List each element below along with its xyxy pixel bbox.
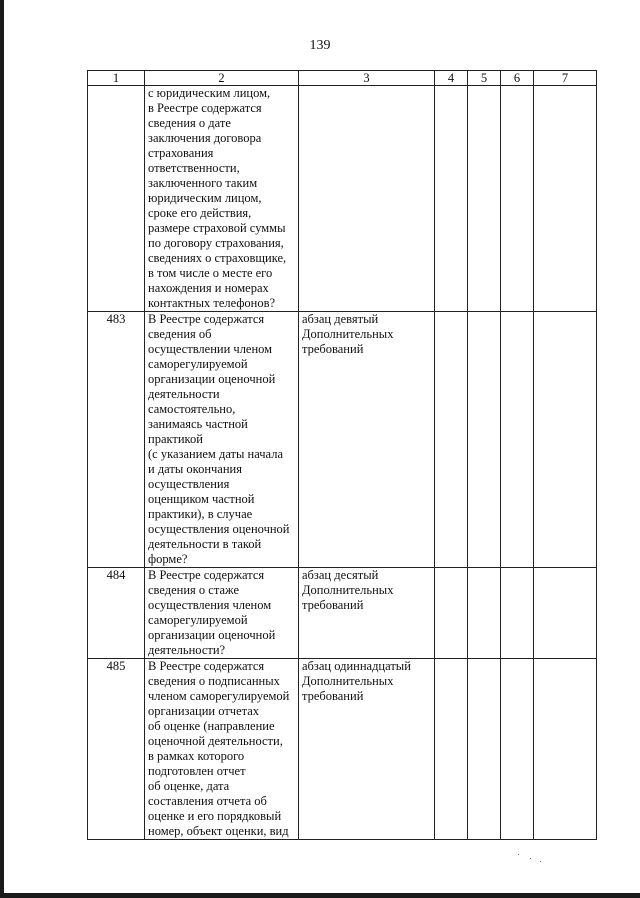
note-cell [534, 568, 597, 659]
note-cell [534, 312, 597, 568]
column-header-6: 6 [501, 71, 534, 86]
table-header-row [88, 71, 597, 86]
note-cell [534, 659, 597, 840]
answer-na-cell [501, 568, 534, 659]
table-row [88, 312, 597, 568]
page-number: 139 [309, 38, 331, 53]
row-number: 483 [88, 312, 145, 568]
requirement-cell: абзац одиннадцатый Дополнительных требований [299, 659, 435, 840]
question-cell: с юридическим лицом, в Реестре содержатся сведения о дате заключения договора страхования ответственности, заключенного таким юридическим лицом, сроке его действия, размере страховой суммы по договору страхования, сведениях о страховщике, в том числе о месте его нахождения и номерах контактных телефонов? [145, 86, 299, 312]
table-row [88, 659, 597, 840]
answer-yes-cell [435, 86, 468, 312]
answer-na-cell [501, 86, 534, 312]
checklist-table [87, 70, 597, 840]
row-number [88, 86, 145, 312]
scan-specks [514, 852, 554, 872]
answer-no-cell [468, 568, 501, 659]
requirement-cell: абзац девятый Дополнительных требований [299, 312, 435, 568]
row-number: 485 [88, 659, 145, 840]
answer-na-cell [501, 312, 534, 568]
answer-no-cell [468, 86, 501, 312]
column-header-1: 1 [88, 71, 145, 86]
column-header-4: 4 [435, 71, 468, 86]
answer-yes-cell [435, 568, 468, 659]
scan-edge-bottom [0, 893, 640, 898]
question-cell: В Реестре содержатся сведения о стаже осуществления членом саморегулируемой организации оценочной деятельности? [145, 568, 299, 659]
column-header-7: 7 [534, 71, 597, 86]
requirement-cell [299, 86, 435, 312]
column-header-5: 5 [468, 71, 501, 86]
column-header-2: 2 [145, 71, 299, 86]
question-cell: В Реестре содержатся сведения об осуществлении членом саморегулируемой организации оценочной деятельности самостоятельно, занимаясь частной практикой (с указанием даты начала и даты окончания осуществления оценщиком частной практики), в случае осуществления оценочной деятельности в такой форме? [145, 312, 299, 568]
table-row [88, 568, 597, 659]
row-number: 484 [88, 568, 145, 659]
question-cell: В Реестре содержатся сведения о подписанных членом саморегулируемой организации отчетах об оценке (направление оценочной деятельности, в рамках которого подготовлен отчет об оценке, дата составления отчета об оценке и его порядковый номер, объект оценки, вид [145, 659, 299, 840]
requirement-cell: абзац десятый Дополнительных требований [299, 568, 435, 659]
answer-yes-cell [435, 659, 468, 840]
table-row [88, 86, 597, 312]
scan-edge-left [0, 0, 4, 898]
answer-yes-cell [435, 312, 468, 568]
column-header-3: 3 [299, 71, 435, 86]
answer-no-cell [468, 659, 501, 840]
answer-na-cell [501, 659, 534, 840]
note-cell [534, 86, 597, 312]
answer-no-cell [468, 312, 501, 568]
